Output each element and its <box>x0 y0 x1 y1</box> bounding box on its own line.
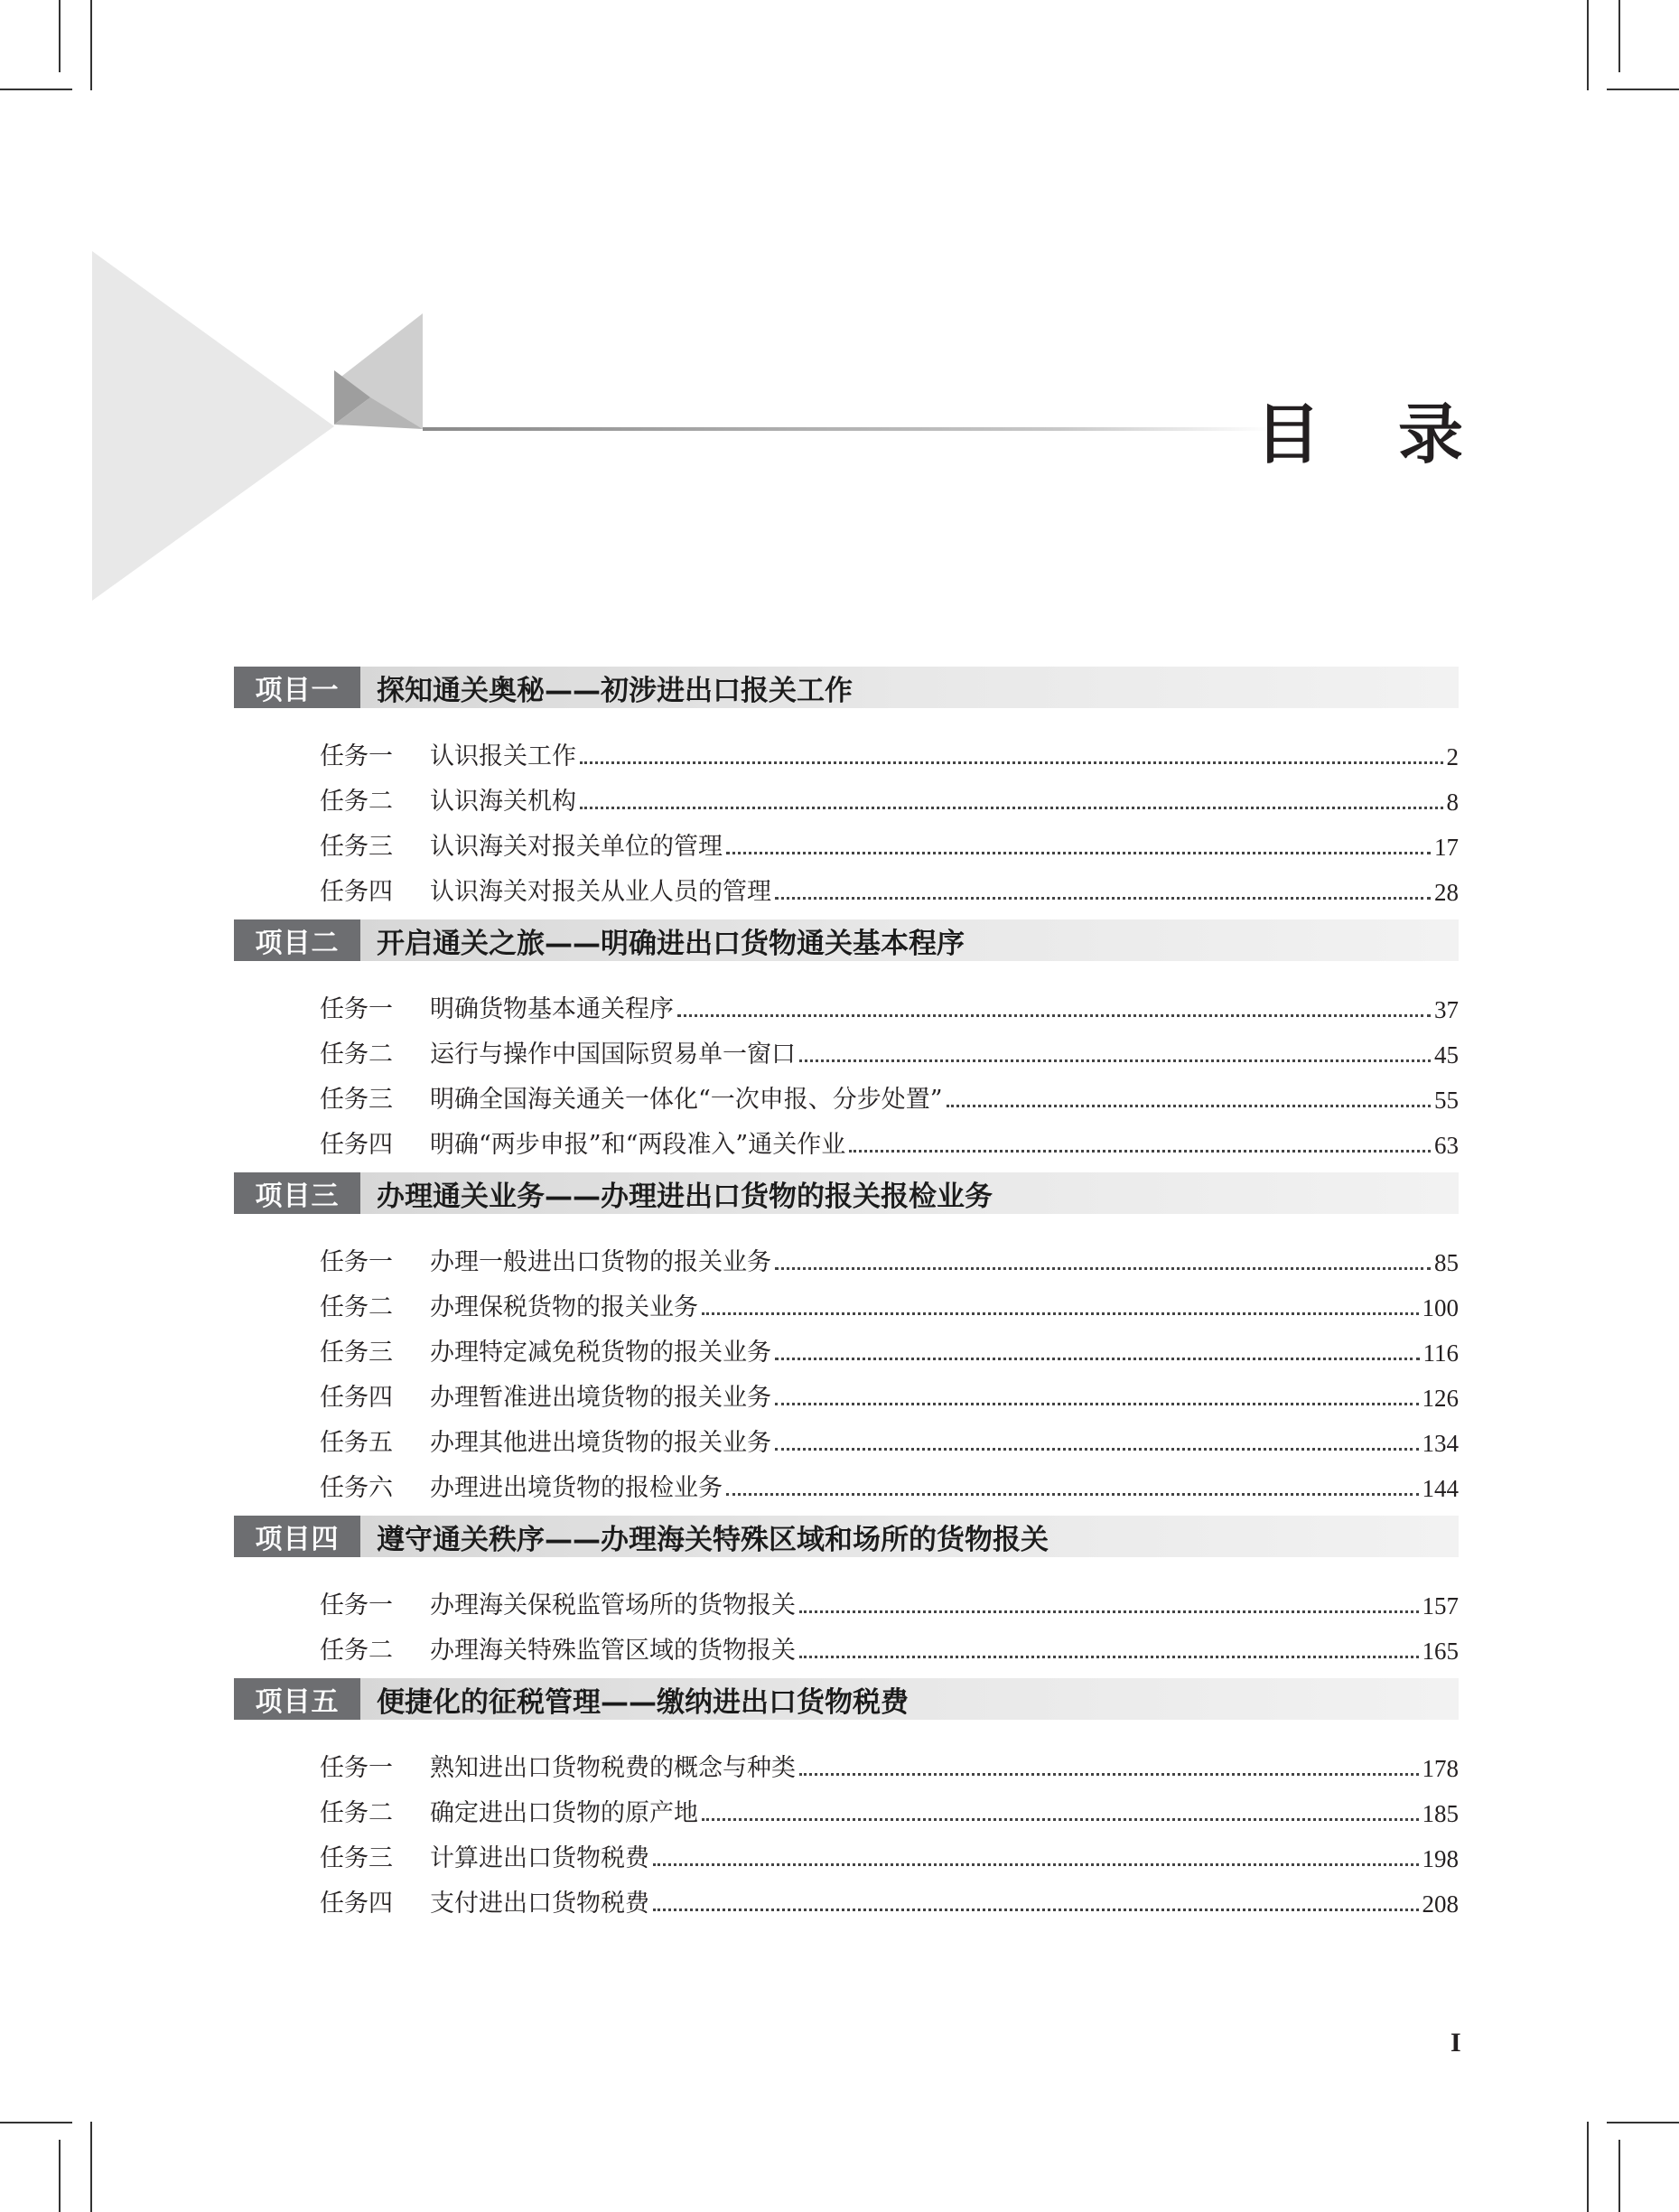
dot-leader <box>799 1772 1419 1776</box>
task-entry[interactable] <box>234 1024 1459 1069</box>
project-label: 项目一 <box>234 667 360 708</box>
task-list <box>234 708 1459 919</box>
page-number: 144 <box>1422 1475 1459 1502</box>
project-section <box>234 667 1459 919</box>
task-title: 认识海关机构 <box>430 788 576 816</box>
dot-leader <box>799 1610 1419 1613</box>
task-number: 任务二 <box>320 788 393 816</box>
page-number: 45 <box>1434 1041 1459 1069</box>
task-title: 明确全国海关通关一体化“一次申报、分步处置” <box>430 1086 943 1114</box>
crop-mark-bottom-left-v <box>90 2122 92 2212</box>
page-number: 165 <box>1422 1638 1459 1665</box>
task-title: 办理特定减免税货物的报关业务 <box>430 1339 771 1367</box>
project-title: 开启通关之旅——明确进出口货物通关基本程序 <box>377 927 965 960</box>
table-of-contents <box>234 667 1459 1931</box>
project-label: 项目三 <box>234 1172 360 1214</box>
project-header[interactable] <box>234 919 1459 961</box>
task-title: 明确货物基本通关程序 <box>430 995 674 1023</box>
large-triangle-shape <box>92 251 334 601</box>
dot-leader <box>653 1908 1419 1911</box>
page-number: 116 <box>1422 1339 1459 1367</box>
task-entry[interactable] <box>234 1783 1459 1828</box>
dot-leader <box>653 1862 1419 1866</box>
task-entry[interactable] <box>234 1828 1459 1873</box>
task-title: 认识报关工作 <box>430 742 576 770</box>
task-number: 任务五 <box>320 1429 393 1457</box>
page-number: 208 <box>1422 1890 1459 1918</box>
task-entry[interactable] <box>234 771 1459 817</box>
task-number: 任务一 <box>320 742 393 770</box>
task-list <box>234 1214 1459 1516</box>
task-title: 办理保税货物的报关业务 <box>430 1293 698 1321</box>
page-number: 100 <box>1422 1294 1459 1321</box>
dot-leader <box>775 896 1431 900</box>
title-char-2: 录 <box>1397 397 1463 472</box>
dot-leader <box>799 1059 1431 1062</box>
dot-leader <box>677 1013 1431 1017</box>
task-title: 计算进出口货物税费 <box>430 1844 649 1872</box>
task-number: 任务四 <box>320 1131 393 1159</box>
project-header[interactable] <box>234 1172 1459 1214</box>
crop-mark-bottom-right-v2 <box>1618 2140 1620 2212</box>
crop-mark-bottom-left-v2 <box>59 2140 61 2212</box>
task-number: 任务二 <box>320 1293 393 1321</box>
project-section <box>234 919 1459 1172</box>
task-number: 任务一 <box>320 1248 393 1276</box>
page-number: 85 <box>1434 1249 1459 1276</box>
dot-leader <box>726 1492 1419 1496</box>
task-entry[interactable] <box>234 1873 1459 1918</box>
task-entry[interactable] <box>234 1322 1459 1367</box>
task-number: 任务四 <box>320 1384 393 1412</box>
page-number: 37 <box>1434 996 1459 1023</box>
task-number: 任务二 <box>320 1637 393 1665</box>
task-entry[interactable] <box>234 1069 1459 1115</box>
title-char-1: 目 <box>1255 397 1321 472</box>
task-number: 任务四 <box>320 878 393 906</box>
dot-leader <box>775 1266 1431 1270</box>
task-title: 办理其他进出境货物的报关业务 <box>430 1429 771 1457</box>
task-number: 任务三 <box>320 833 393 861</box>
task-number: 任务三 <box>320 1844 393 1872</box>
task-title: 办理一般进出口货物的报关业务 <box>430 1248 771 1276</box>
task-number: 任务六 <box>320 1474 393 1502</box>
page-number: 55 <box>1434 1087 1459 1114</box>
task-number: 任务一 <box>320 1591 393 1619</box>
task-entry[interactable] <box>234 1115 1459 1160</box>
dot-leader <box>849 1149 1431 1153</box>
task-entry[interactable] <box>234 979 1459 1024</box>
task-list <box>234 961 1459 1172</box>
page-number: 157 <box>1422 1592 1459 1619</box>
task-entry[interactable] <box>234 1232 1459 1277</box>
task-number: 任务二 <box>320 1041 393 1069</box>
task-entry[interactable] <box>234 1367 1459 1413</box>
page-number: 198 <box>1422 1845 1459 1872</box>
page-number: 8 <box>1446 789 1459 816</box>
project-title: 探知通关奥秘——初涉进出口报关工作 <box>377 674 853 707</box>
task-entry[interactable] <box>234 1413 1459 1458</box>
page-title <box>1255 388 1463 470</box>
page-number: 2 <box>1446 743 1459 770</box>
project-label: 项目五 <box>234 1678 360 1720</box>
project-title: 办理通关业务——办理进出口货物的报关报检业务 <box>377 1180 993 1213</box>
project-title: 遵守通关秩序——办理海关特殊区域和场所的货物报关 <box>377 1523 1049 1556</box>
task-title: 支付进出口货物税费 <box>430 1890 649 1918</box>
task-number: 任务三 <box>320 1086 393 1114</box>
project-header[interactable] <box>234 1678 1459 1720</box>
project-section <box>234 1172 1459 1516</box>
page-number: 134 <box>1422 1430 1459 1457</box>
task-list <box>234 1720 1459 1931</box>
task-title: 明确“两步申报”和“两段准入”通关作业 <box>430 1131 846 1159</box>
page-number: 28 <box>1434 879 1459 906</box>
project-header[interactable] <box>234 1516 1459 1557</box>
task-entry[interactable] <box>234 1277 1459 1322</box>
crop-mark-bottom-right-h <box>1607 2122 1679 2123</box>
task-title: 认识海关对报关从业人员的管理 <box>430 878 771 906</box>
task-title: 运行与操作中国国际贸易单一窗口 <box>430 1041 796 1069</box>
decorative-triangles <box>0 0 1679 632</box>
task-list <box>234 1557 1459 1678</box>
dot-leader <box>702 1311 1419 1315</box>
task-title: 熟知进出口货物税费的概念与种类 <box>430 1754 796 1782</box>
dot-leader <box>702 1817 1419 1821</box>
task-entry[interactable] <box>234 862 1459 907</box>
task-number: 任务一 <box>320 1754 393 1782</box>
page-number: 185 <box>1422 1800 1459 1827</box>
project-header[interactable] <box>234 667 1459 708</box>
project-title: 便捷化的征税管理——缴纳进出口货物税费 <box>377 1685 909 1719</box>
dot-leader <box>580 806 1443 809</box>
task-entry[interactable] <box>234 726 1459 771</box>
task-number: 任务一 <box>320 995 393 1023</box>
dot-leader <box>947 1104 1431 1107</box>
task-number: 任务二 <box>320 1799 393 1827</box>
dot-leader <box>799 1655 1419 1658</box>
page-folio: I <box>1450 2028 1461 2058</box>
project-label: 项目二 <box>234 919 360 961</box>
page-number: 63 <box>1434 1132 1459 1159</box>
task-title: 办理海关保税监管场所的货物报关 <box>430 1591 796 1619</box>
page-number: 126 <box>1422 1385 1459 1412</box>
page-number: 17 <box>1434 834 1459 861</box>
crop-mark-bottom-left-h <box>0 2122 72 2123</box>
task-title: 办理暂准进出境货物的报关业务 <box>430 1384 771 1412</box>
dot-leader <box>775 1402 1419 1405</box>
task-entry[interactable] <box>234 1738 1459 1783</box>
page-number: 178 <box>1422 1755 1459 1782</box>
task-entry[interactable] <box>234 1575 1459 1620</box>
task-title: 认识海关对报关单位的管理 <box>430 833 723 861</box>
project-section <box>234 1678 1459 1931</box>
dot-leader <box>580 761 1443 764</box>
crop-mark-bottom-right-v <box>1587 2122 1589 2212</box>
project-label: 项目四 <box>234 1516 360 1557</box>
task-entry[interactable] <box>234 1458 1459 1503</box>
task-entry[interactable] <box>234 817 1459 862</box>
project-section <box>234 1516 1459 1678</box>
task-title: 办理进出境货物的报检业务 <box>430 1474 723 1502</box>
task-number: 任务四 <box>320 1890 393 1918</box>
task-number: 任务三 <box>320 1339 393 1367</box>
task-title: 办理海关特殊监管区域的货物报关 <box>430 1637 796 1665</box>
task-title: 确定进出口货物的原产地 <box>430 1799 698 1827</box>
dot-leader <box>726 851 1431 854</box>
header-rule <box>423 427 1272 431</box>
dot-leader <box>775 1357 1420 1360</box>
dot-leader <box>775 1447 1419 1451</box>
task-entry[interactable] <box>234 1620 1459 1666</box>
